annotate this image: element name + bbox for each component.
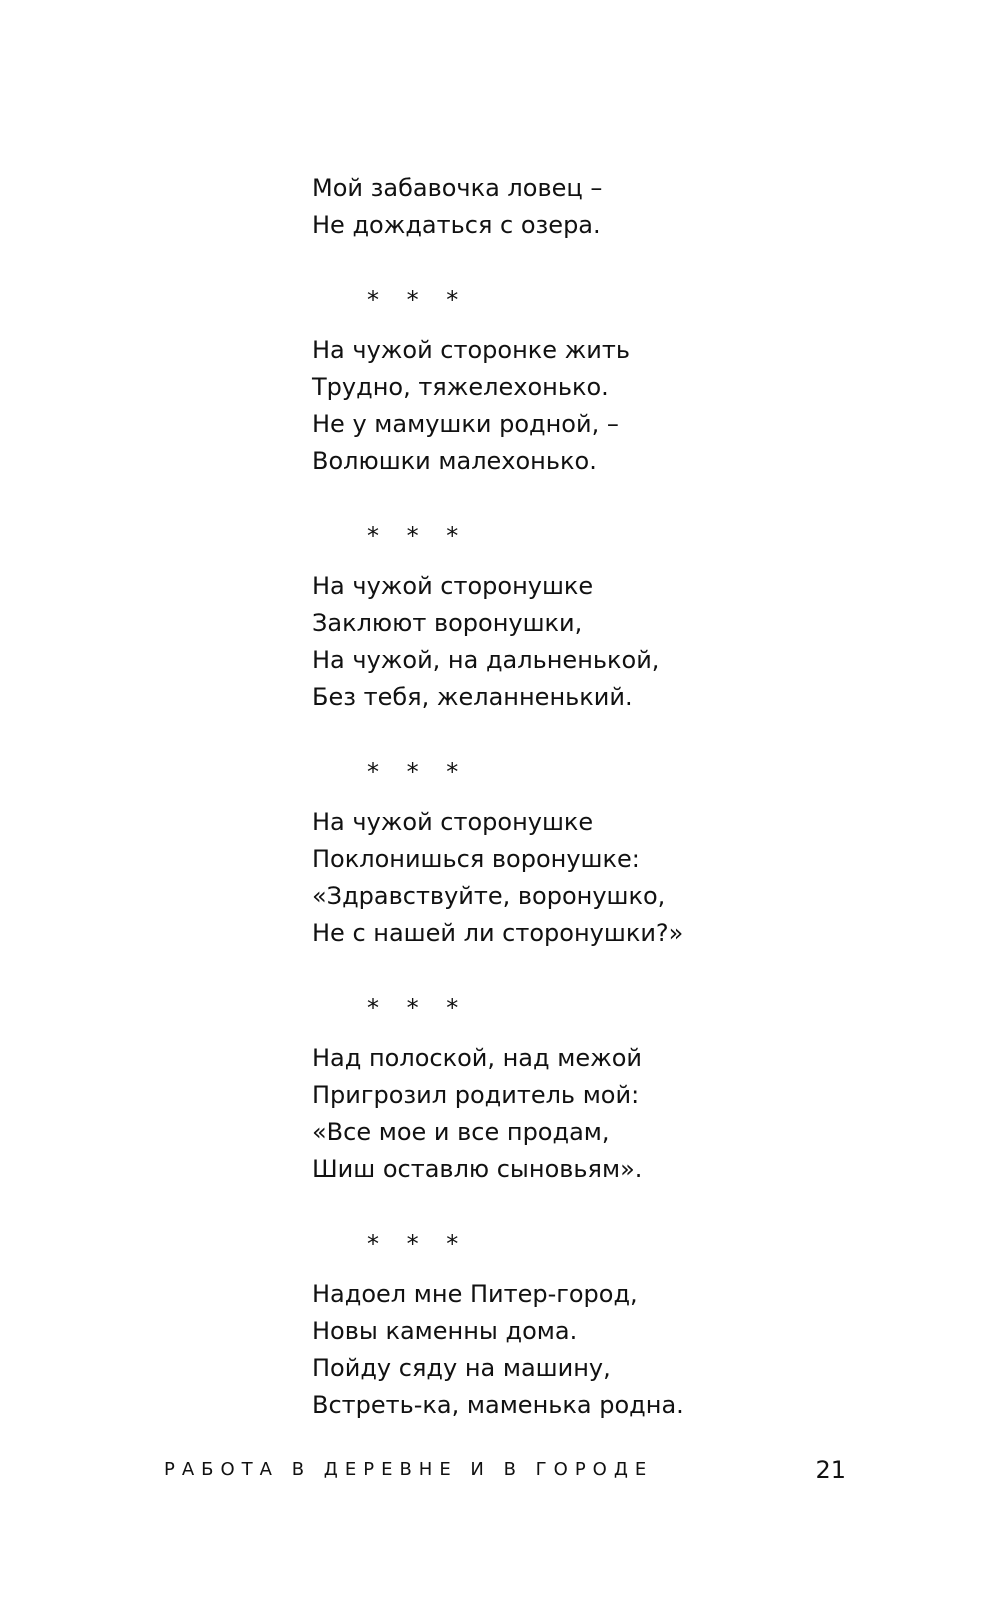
stanza-1 — [312, 170, 872, 244]
stanza-separator: * * * — [367, 1230, 469, 1258]
stanza-5 — [312, 1040, 872, 1188]
verse-line: На чужой сторонушке — [312, 808, 594, 836]
verse-line: «Все мое и все продам, — [312, 1118, 610, 1146]
verse-line: Шиш оставлю сыновьям». — [312, 1155, 643, 1183]
stanza-3 — [312, 568, 872, 716]
verse-line: «Здравствуйте, воронушко, — [312, 882, 666, 910]
verse-line: На чужой сторонушке — [312, 572, 594, 600]
stanza-4 — [312, 804, 872, 952]
verse-line: Встреть-ка, маменька родна. — [312, 1391, 684, 1419]
stanza-separator: * * * — [367, 758, 469, 786]
verse-line: Новы каменны дома. — [312, 1317, 578, 1345]
page-footer — [164, 1455, 846, 1485]
verse-line: Трудно, тяжелехонько. — [312, 373, 609, 401]
stanza-2 — [312, 332, 872, 480]
stanza-6 — [312, 1276, 872, 1424]
verse-line: Не дождаться с озера. — [312, 211, 601, 239]
verse-line: На чужой, на дальненькой, — [312, 646, 660, 674]
verse-line: Над полоской, над межой — [312, 1044, 642, 1072]
verse-line: Без тебя, желанненький. — [312, 683, 633, 711]
verse-line: На чужой сторонке жить — [312, 336, 630, 364]
poem-body — [312, 170, 872, 1424]
stanza-separator: * * * — [367, 286, 469, 314]
verse-line: Пойду сяду на машину, — [312, 1354, 611, 1382]
verse-line: Заклюют воронушки, — [312, 609, 583, 637]
stanza-separator: * * * — [367, 522, 469, 550]
verse-line: Надоел мне Питер-город, — [312, 1280, 638, 1308]
verse-line: Не с нашей ли сторонушки?» — [312, 919, 684, 947]
page-number: 21 — [815, 1456, 846, 1484]
verse-line: Мой забавочка ловец – — [312, 174, 603, 202]
stanza-separator: * * * — [367, 994, 469, 1022]
verse-line: Поклонишься воронушке: — [312, 845, 640, 873]
verse-line: Волюшки малехонько. — [312, 447, 597, 475]
verse-line: Не у мамушки родной, – — [312, 410, 619, 438]
verse-line: Пригрозил родитель мой: — [312, 1081, 640, 1109]
running-title: РАБОТА В ДЕРЕВНЕ И В ГОРОДЕ — [164, 1459, 654, 1480]
